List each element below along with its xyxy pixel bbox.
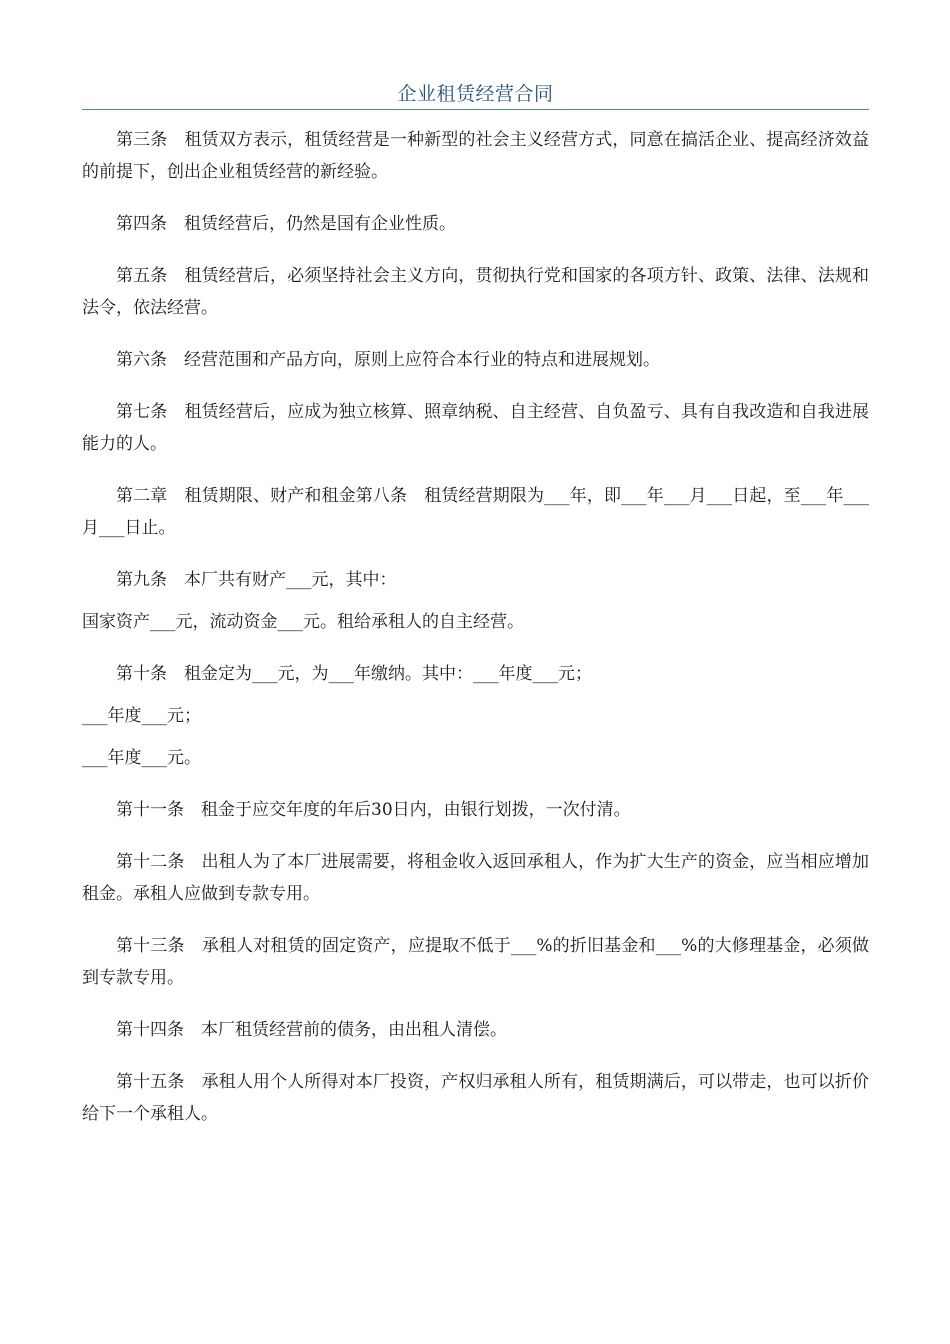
clause-6: 第六条 经营范围和产品方向，原则上应符合本行业的特点和进展规划。 xyxy=(116,350,660,370)
clause-12: 第十二条 出租人为了本厂进展需要，将租金收入返回承租人，作为扩大生产的资金，应当相应增加租金。承租人应做到专款专用。 xyxy=(82,852,869,904)
clause-9: 第九条 本厂共有财产___元，其中： xyxy=(116,570,397,590)
clause-3: 第三条 租赁双方表示，租赁经营是一种新型的社会主义经营方式，同意在搞活企业、提高经济效益的前提下，创出企业租赁经营的新经验。 xyxy=(82,130,869,182)
clause-15: 第十五条 承租人用个人所得对本厂投资，产权归承租人所有，租赁期满后，可以带走，也可以折价给下一个承租人。 xyxy=(82,1072,869,1124)
clause-4: 第四条 租赁经营后，仍然是国有企业性质。 xyxy=(116,214,456,234)
clause-14: 第十四条 本厂租赁经营前的债务，由出租人清偿。 xyxy=(116,1020,507,1040)
clause-10: 第十条 租金定为___元，为___年缴纳。其中：___年度___元； xyxy=(116,664,592,684)
clause-5: 第五条 租赁经营后，必须坚持社会主义方向，贯彻执行党和国家的各项方针、政策、法律、法规和法令，依法经营。 xyxy=(82,266,869,318)
clause-10-line-2: ___年度___元； xyxy=(82,706,201,726)
clause-11: 第十一条 租金于应交年度的年后30日内，由银行划拨，一次付清。 xyxy=(116,800,631,820)
page-header xyxy=(82,80,869,110)
document-title: 企业租赁经营合同 xyxy=(397,83,554,105)
clause-9-continued: 国家资产___元，流动资金___元。租给承租人的自主经营。 xyxy=(82,612,524,632)
document-body xyxy=(82,124,869,1150)
chapter-2-clause-8: 第二章 租赁期限、财产和租金第八条 租赁经营期限为___年，即___年___月___日起，至___年___月___日止。 xyxy=(82,486,869,538)
clause-10-line-3: ___年度___元。 xyxy=(82,748,201,768)
clause-7: 第七条 租赁经营后，应成为独立核算、照章纳税、自主经营、自负盈亏、具有自我改造和自我进展能力的人。 xyxy=(82,402,869,454)
clause-13: 第十三条 承租人对租赁的固定资产，应提取不低于___%的折旧基金和___%的大修理基金，必须做到专款专用。 xyxy=(82,936,869,988)
